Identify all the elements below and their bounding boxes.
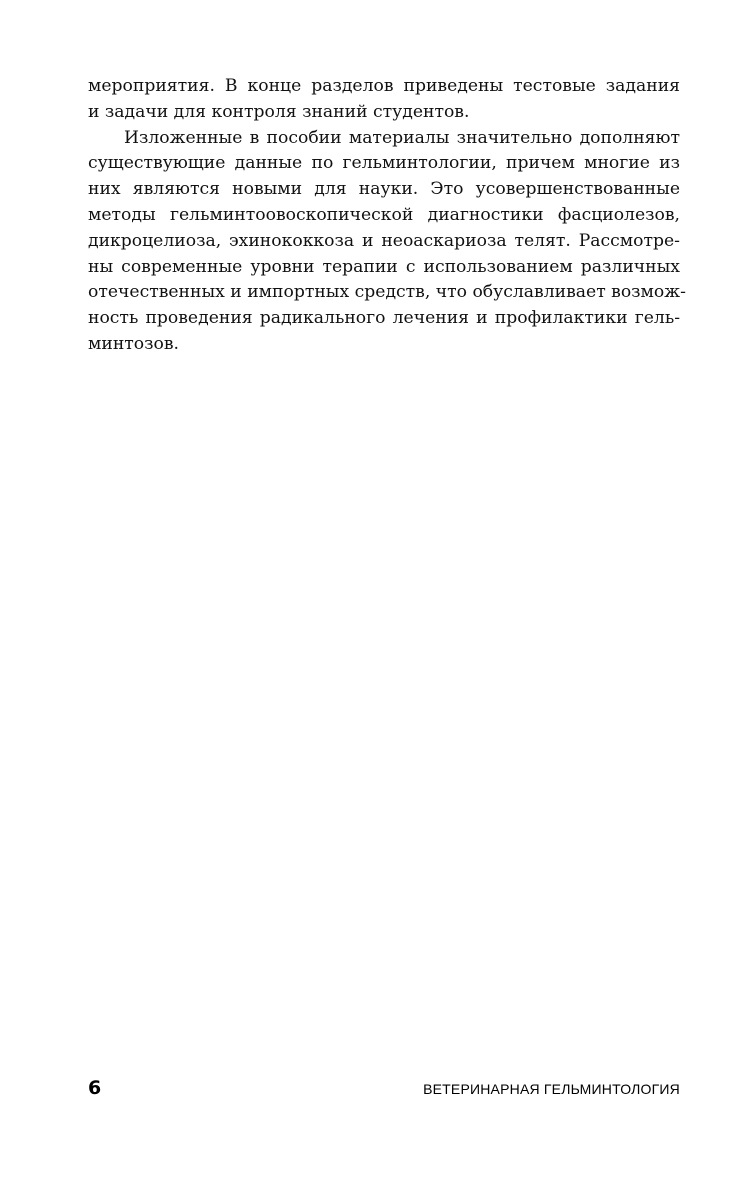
text-line: ны современные уровни терапии с использованием различных [88,256,680,277]
running-title: ВЕТЕРИНАРНАЯ ГЕЛЬМИНТОЛОГИЯ [423,1081,680,1097]
text-line: отечественных и импортных средств, что обуславливает возмож- [88,282,686,303]
paragraph-first-line: Изложенные в пособии материалы значительно дополняют [124,127,680,148]
text-line: существующие данные по гельминтологии, причем многие из [88,153,680,174]
text-line: них являются новыми для науки. Это усовершенствованные [88,179,680,200]
text-line: дикроцелиоза, эхинококкоза и неоаскариоза телят. Рассмотре- [88,230,680,251]
text-line: мероприятия. В конце разделов приведены тестовые задания [88,76,680,96]
body-text [88,74,686,358]
page-number: 6 [88,1077,102,1099]
text-line: методы гельминтоовоскопической диагностики фасциолезов, [88,204,680,225]
text-line: и задачи для контроля знаний студентов. [88,101,470,122]
text-line: минтозов. [88,333,179,354]
text-line: ность проведения радикального лечения и профилактики гель- [88,308,680,329]
